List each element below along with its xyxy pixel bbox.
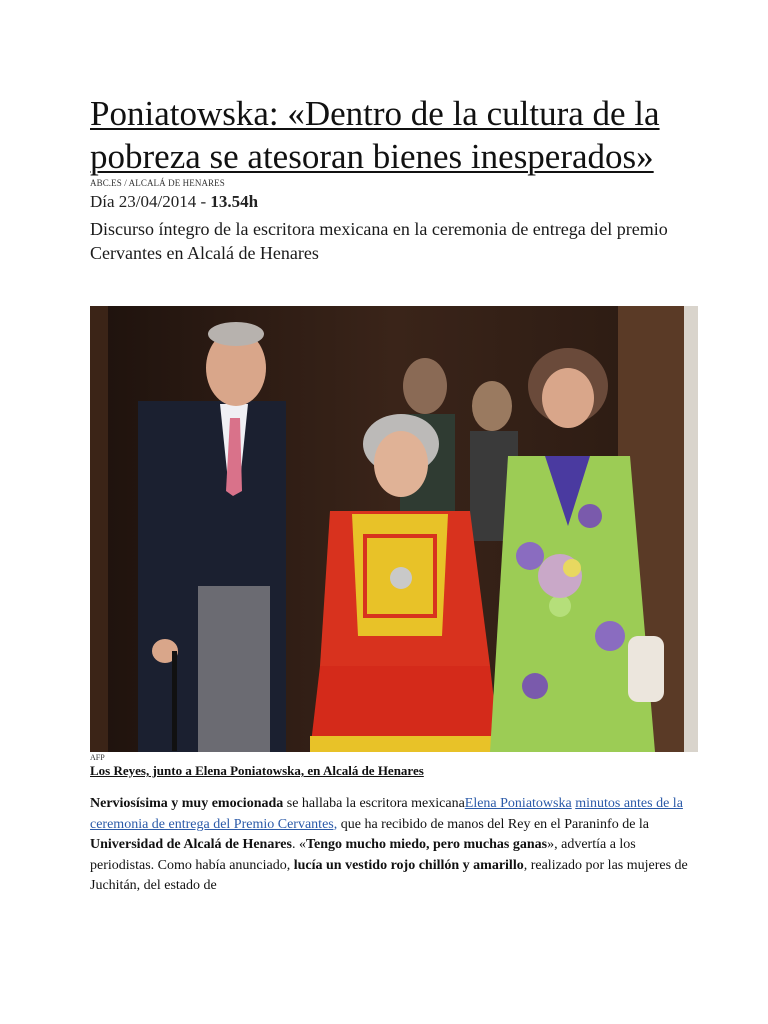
- body-bold-3: Tengo mucho miedo, pero muchas ganas: [305, 837, 548, 852]
- body-bold-4: lucía un vestido rojo chillón y amarillo: [293, 857, 524, 873]
- date-time: 13.54h: [210, 192, 259, 211]
- photo-credit: AFP: [90, 753, 105, 762]
- photo-illustration: [90, 306, 698, 752]
- photo-caption[interactable]: Los Reyes, junto a Elena Poniatowska, en Alcalá de Henares: [90, 763, 424, 778]
- article-date: [90, 191, 690, 213]
- article-title[interactable]: Poniatowska: «Dentro de la cultura de la pobreza se atesoran bienes inesperados»: [90, 94, 660, 176]
- body-text-2: que ha recibido de manos del Rey en el Paraninfo de la: [337, 816, 650, 832]
- article-source: ABC.ES / ALCALÁ DE HENARES: [90, 178, 225, 188]
- body-text-1: se hallaba la escritora mexicana: [283, 796, 465, 811]
- article-body: [90, 794, 690, 897]
- body-text-4: », advertía a los periodistas. Como había anunciado,: [90, 837, 636, 873]
- body-bold-2: Universidad de Alcalá de Henares: [90, 837, 292, 852]
- link-premio-cervantes[interactable]: minutos antes de la ceremonia de entrega del Premio Cervantes,: [90, 796, 683, 832]
- body-bold-1: Nerviosísima y muy emocionada: [90, 796, 284, 811]
- article-header: [90, 92, 690, 265]
- article-subtitle: Discurso íntegro de la escritora mexicana en la ceremonia de entrega del premio Cervantes en Alcalá de Henares: [90, 219, 668, 263]
- date-prefix: Día 23/04/2014 -: [90, 192, 211, 211]
- body-text-3: . «: [291, 837, 306, 852]
- link-elena-poniatowska[interactable]: Elena Poniatowska: [464, 796, 572, 811]
- body-text-5: , realizado por las mujeres de Juchitán, del estado de: [90, 857, 688, 893]
- article-photo: [90, 306, 698, 752]
